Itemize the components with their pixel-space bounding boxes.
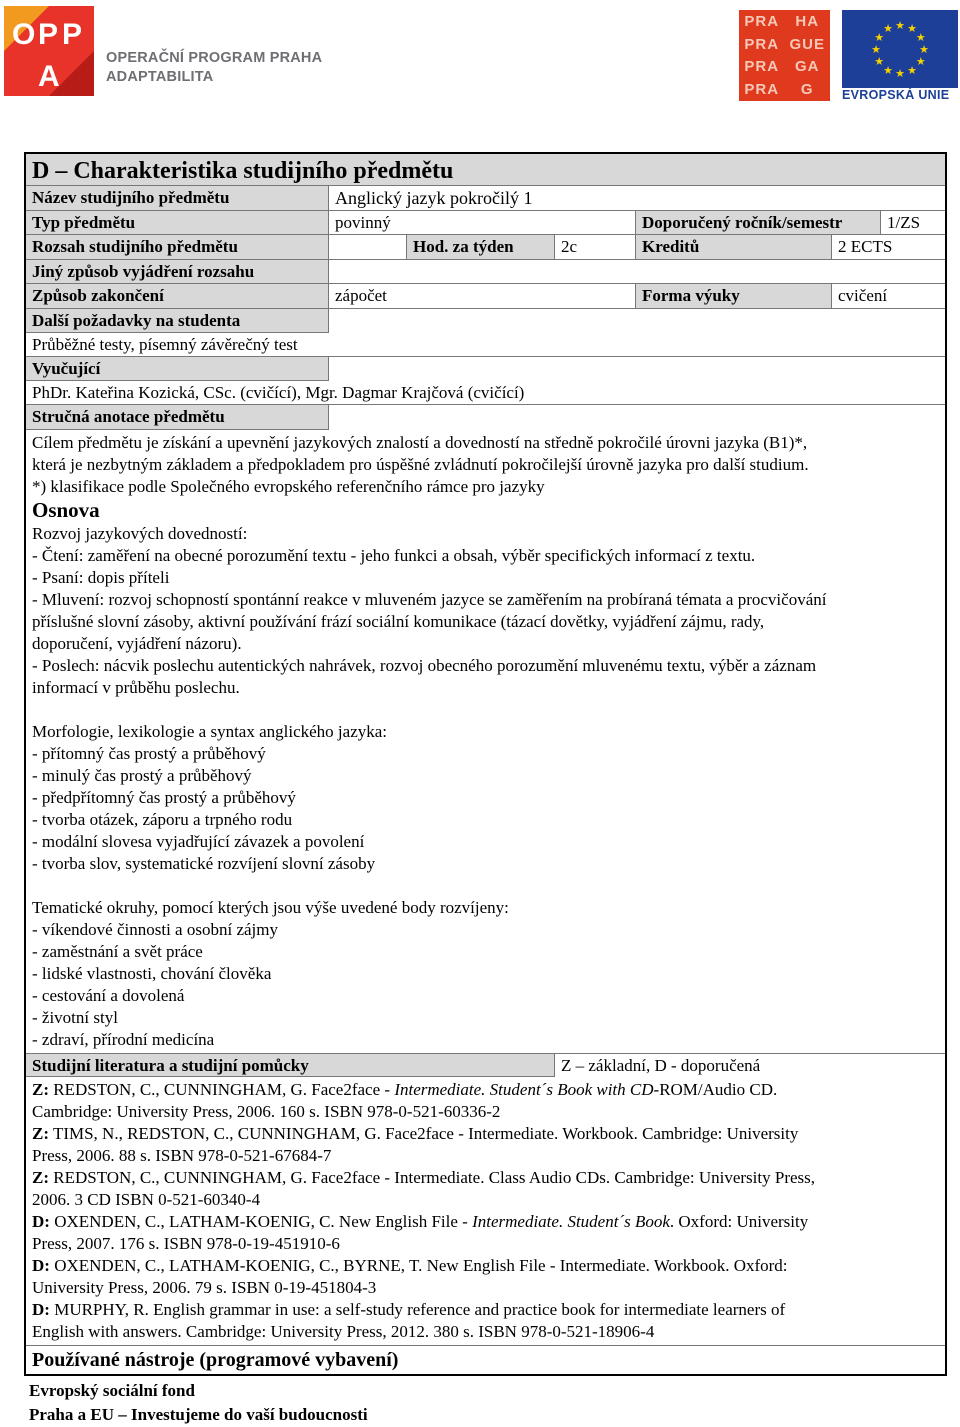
osnova-line: příslušné slovní zásoby, aktivní používání frází sociální komunikace (tázací dovětky, vyjádření zájmu, rady, <box>32 612 765 631</box>
osnova-line: informací v průběhu poslechu. <box>32 678 240 697</box>
praha-logo-cell: PRA <box>744 58 780 76</box>
row-teachers-value <box>26 381 945 405</box>
osnova-line: doporučení, vyjádření názoru). <box>32 634 242 653</box>
footer-line-2: Praha a EU – Investujeme do vaší budoucnosti <box>29 1405 368 1424</box>
literature-tag: Z: <box>32 1168 49 1187</box>
other-scope-value <box>329 260 945 283</box>
annotation-and-syllabus <box>26 430 945 1053</box>
eu-star-icon: ★ <box>907 23 917 36</box>
literature-item-continuation: University Press, 2006. 79 s. ISBN 0-19-451804-3 <box>32 1278 377 1297</box>
syllabus-topics <box>32 897 939 1051</box>
topics-line: Tematické okruhy, pomocí kterých jsou výše uvedené body rozvíjeny: <box>32 898 509 917</box>
topics-line: - zdraví, přírodní medicína <box>32 1030 215 1049</box>
morph-line: - tvorba otázek, záporu a trpného rodu <box>32 810 293 829</box>
literature-item: D: OXENDEN, C., LATHAM-KOENIG, C. New English File - Intermediate. Student´s Book. Oxford: University <box>32 1212 809 1231</box>
osnova-line: - Poslech: nácvik poslechu autentických nahrávek, rozvoj obecného porozumění mluvenému textu, výběr a záznam <box>32 656 817 675</box>
praha-logo-cell: PRA <box>744 81 780 99</box>
praha-logo-cell: HA <box>795 12 820 30</box>
course-type-label: Typ předmětu <box>26 211 329 234</box>
topics-line: - víkendové činnosti a osobní zájmy <box>32 920 278 939</box>
eu-star-icon: ★ <box>895 20 905 32</box>
form-title: D – Charakteristika studijního předmětu <box>32 158 454 184</box>
eu-star-icon: ★ <box>915 56 926 68</box>
svg-text:A: A <box>38 60 60 93</box>
completion-value: zápočet <box>329 284 636 308</box>
osnova-line: Rozvoj jazykových dovedností: <box>32 524 248 543</box>
syllabus-skills <box>32 523 939 699</box>
hours-value: 2c <box>555 235 636 259</box>
row-requirements-value <box>26 333 945 357</box>
course-form <box>24 152 947 1376</box>
topics-line: - zaměstnání a svět práce <box>32 942 203 961</box>
topics-line: - cestování a dovolená <box>32 986 185 1005</box>
oppa-logo-icon <box>4 6 94 96</box>
literature-title-italic: Intermediate. Student´s Book with CD <box>394 1080 654 1099</box>
eu-label: EVROPSKÁ UNIE <box>842 88 950 102</box>
annot-line: Cílem předmětu je získání a upevnění jazykových znalostí a dovedností na středně pokročilé úrovni jazyka (B1)*, <box>32 433 808 452</box>
literature-item-continuation: Press, 2007. 176 s. ISBN 978-0-19-451910-6 <box>32 1234 340 1253</box>
praha-logo-cell: GA <box>795 58 820 76</box>
literature-item-continuation: Cambridge: University Press, 2006. 160 s. ISBN 978-0-521-60336-2 <box>32 1102 501 1121</box>
topics-line: - lidské vlastnosti, chování člověka <box>32 964 272 983</box>
row-annotation-label <box>26 405 945 430</box>
praha-logo-cell: PRA <box>744 35 780 53</box>
svg-text:P: P <box>38 18 59 51</box>
opp-line-2: ADAPTABILITA <box>106 69 214 85</box>
annot-line: *) klasifikace podle Společného evropského referenčního rámce pro jazyky <box>32 477 545 496</box>
literature-tag: D: <box>32 1256 50 1275</box>
scope-value <box>329 235 407 259</box>
row-course-scope <box>26 235 945 260</box>
literature-tag: D: <box>32 1212 50 1231</box>
row-course-name <box>26 186 945 211</box>
row-tools <box>26 1346 945 1374</box>
literature-item-continuation: 2006. 3 CD ISBN 0-521-60340-4 <box>32 1190 261 1209</box>
row-completion <box>26 284 945 309</box>
tools-label: Používané nástroje (programové vybavení) <box>32 1349 399 1371</box>
praha-logo-cell: G <box>800 81 814 99</box>
morph-line: Morfologie, lexikologie a syntax anglického jazyka: <box>32 722 388 741</box>
literature-item: Z: REDSTON, C., CUNNINGHAM, G. Face2face - Intermediate. Class Audio CDs. Cambridge: University Press, <box>32 1168 816 1187</box>
year-value: 1/ZS <box>887 213 921 232</box>
morph-line: - tvorba slov, systematické rozvíjení slovní zásoby <box>32 854 376 873</box>
svg-text:O: O <box>12 18 36 51</box>
osnova-line: - Čtení: zaměření na obecné porozumění textu - jeho funkci a obsah, výběr specifických informací z textu. <box>32 546 756 565</box>
course-name-label: Název studijního předmětu <box>26 186 329 210</box>
eu-star-icon: ★ <box>871 44 881 56</box>
teachers-value: PhDr. Kateřina Kozická, CSc. (cvičící), Mgr. Dagmar Krajčová (cvičící) <box>32 383 525 402</box>
osnova-line: - Mluvení: rozvoj schopností spontánní reakce v mluveném jazyce se zaměřením na probíraná témata a procvičování <box>32 590 827 609</box>
praha-logo-cell: GUE <box>789 35 825 53</box>
form-title-row <box>26 154 945 186</box>
morph-line: - minulý čas prostý a průběhový <box>32 766 252 785</box>
literature-tag: D: <box>32 1300 50 1319</box>
literature-tag: Z: <box>32 1080 49 1099</box>
teaching-form-label: Forma výuky <box>636 284 832 308</box>
footer <box>29 1379 368 1427</box>
literature-legend: Z – základní, D - doporučená <box>561 1056 761 1075</box>
literature-item-continuation: English with answers. Cambridge: University Press, 2012. 380 s. ISBN 978-0-521-18906-4 <box>32 1322 655 1341</box>
completion-label: Způsob zakončení <box>26 284 329 308</box>
footer-line-1: Evropský sociální fond <box>29 1381 195 1400</box>
credits-value: 2 ECTS <box>838 237 893 256</box>
opp-line-1: OPERAČNÍ PROGRAM PRAHA <box>106 50 323 66</box>
row-teachers-label <box>26 357 945 381</box>
praha-logo-cell: PRA <box>744 12 780 30</box>
course-name-value: Anglický jazyk pokročilý 1 <box>335 188 533 208</box>
teaching-form-value: cvičení <box>838 286 888 305</box>
literature-list <box>26 1077 945 1346</box>
scope-label: Rozsah studijního předmětu <box>26 235 329 259</box>
opp-program-name <box>106 49 322 87</box>
course-type-value: povinný <box>329 211 636 234</box>
eu-flag-icon <box>842 10 958 88</box>
eu-star-icon: ★ <box>907 64 917 77</box>
syllabus-grammar <box>32 721 939 875</box>
eu-star-icon: ★ <box>883 64 893 77</box>
requirements-label: Další požadavky na studenta <box>26 309 329 333</box>
literature-item: D: MURPHY, R. English grammar in use: a self-study reference and practice book for intermediate learners of <box>32 1300 786 1319</box>
literature-title-italic: Intermediate. Student´s Book <box>472 1212 670 1231</box>
year-label: Doporučený ročník/semestr <box>636 211 881 234</box>
literature-item: Z: REDSTON, C., CUNNINGHAM, G. Face2face - Intermediate. Student´s Book with CD-ROM/Audio CD. <box>32 1080 778 1099</box>
other-scope-label: Jiný způsob vyjádření rozsahu <box>26 260 329 283</box>
teachers-label: Vyučující <box>26 357 329 381</box>
eu-star-icon: ★ <box>883 23 893 36</box>
requirements-value: Průběžné testy, písemný závěrečný test <box>32 335 298 354</box>
annotation-label: Stručná anotace předmětu <box>26 405 329 430</box>
credits-label: Kreditů <box>636 235 832 259</box>
syllabus-title: Osnova <box>32 498 100 522</box>
literature-item: Z: TIMS, N., REDSTON, C., CUNNINGHAM, G. Face2face - Intermediate. Workbook. Cambridge: University <box>32 1124 799 1143</box>
eu-star-icon: ★ <box>915 32 926 44</box>
literature-tag: Z: <box>32 1124 49 1143</box>
eu-star-icon: ★ <box>874 32 885 44</box>
row-other-scope <box>26 260 945 284</box>
hours-label: Hod. za týden <box>407 235 555 259</box>
row-requirements-label <box>26 309 945 333</box>
row-course-type <box>26 211 945 235</box>
row-literature-label <box>26 1053 945 1077</box>
literature-label: Studijní literatura a studijní pomůcky <box>26 1054 555 1077</box>
topics-line: - životní styl <box>32 1008 118 1027</box>
morph-line: - předpřítomný čas prostý a průběhový <box>32 788 296 807</box>
morph-line: - modální slovesa vyjadřující závazek a povolení <box>32 832 365 851</box>
literature-item-continuation: Press, 2006. 88 s. ISBN 978-0-521-67684-7 <box>32 1146 332 1165</box>
praha-logo <box>739 10 830 101</box>
morph-line: - přítomný čas prostý a průběhový <box>32 744 266 763</box>
eu-star-icon: ★ <box>919 44 929 56</box>
svg-text:P: P <box>62 18 83 51</box>
annotation-text <box>32 432 939 498</box>
literature-item: D: OXENDEN, C., LATHAM-KOENIG, C., BYRNE, T. New English File - Intermediate. Workbook. Oxford: <box>32 1256 788 1275</box>
osnova-line: - Psaní: dopis příteli <box>32 568 170 587</box>
annot-line: která je nezbytným základem a předpokladem pro úspěšné zvládnutí pokročilejší úrovně jazyka pro další studium. <box>32 455 809 474</box>
eu-star-icon: ★ <box>874 56 885 68</box>
eu-star-icon: ★ <box>895 68 905 80</box>
